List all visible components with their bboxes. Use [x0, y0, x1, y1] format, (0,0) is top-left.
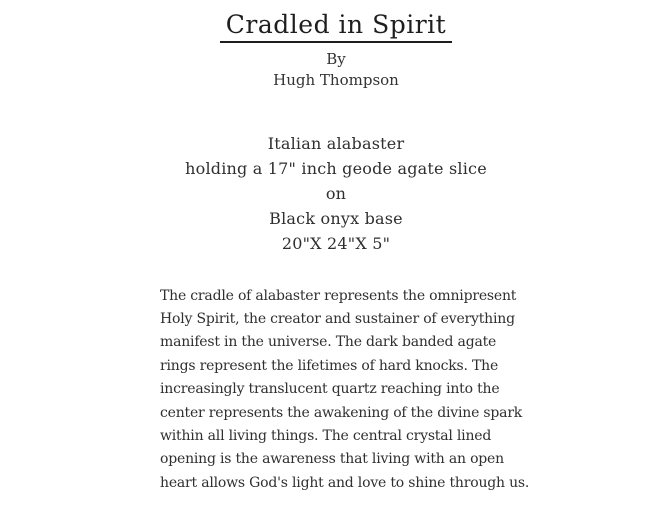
artwork-description	[160, 285, 530, 496]
detail-on: on	[325, 183, 347, 203]
artwork-details	[0, 131, 672, 256]
title-section	[0, 0, 672, 43]
page-title: Cradled in Spirit	[220, 11, 452, 43]
description-line: Holy Spirit, the creator and sustainer of everything	[160, 310, 515, 327]
detail-material: Italian alabaster	[267, 133, 405, 153]
byline-label: By	[326, 49, 346, 68]
detail-holding: holding a 17" inch geode agate slice	[185, 158, 487, 178]
detail-dimensions: 20"X 24"X 5"	[281, 233, 391, 253]
description-line: heart allows God's light and love to shine through us.	[160, 474, 530, 491]
description-line: center represents the awakening of the divine spark	[160, 404, 523, 421]
description-line: within all living things. The central crystal lined	[160, 427, 492, 444]
description-line: rings represent the lifetimes of hard knocks. The	[160, 357, 499, 374]
description-line: The cradle of alabaster represents the omnipresent	[160, 287, 517, 304]
description-line: opening is the awareness that living with an open	[160, 451, 504, 468]
description-line: increasingly translucent quartz reaching into the	[160, 381, 500, 398]
detail-base: Black onyx base	[269, 208, 403, 228]
author-name: Hugh Thompson	[273, 70, 399, 89]
description-line: manifest in the universe. The dark banded agate	[160, 334, 497, 351]
